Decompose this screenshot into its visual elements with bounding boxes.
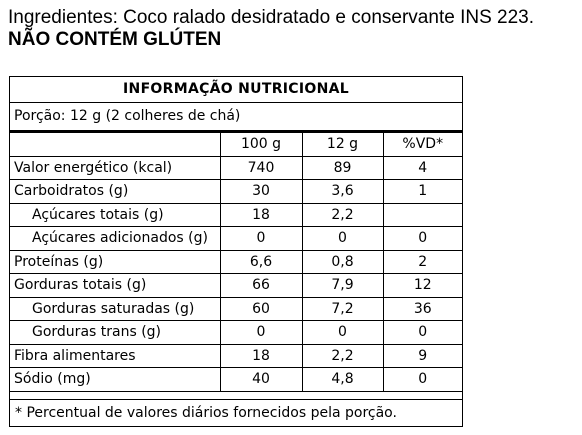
value-100g: 18 bbox=[220, 203, 302, 227]
nutrition-facts-panel bbox=[9, 76, 463, 427]
value-vd: 9 bbox=[383, 344, 462, 368]
nutrient-label: Açúcares totais (g) bbox=[10, 203, 220, 227]
nutrient-label: Gorduras trans (g) bbox=[10, 321, 220, 345]
table-row bbox=[10, 344, 462, 368]
nutrient-label: Gorduras totais (g) bbox=[10, 274, 220, 298]
table-row bbox=[10, 180, 462, 204]
table-row bbox=[10, 297, 462, 321]
header-blank bbox=[10, 133, 220, 156]
value-12g: 2,2 bbox=[302, 203, 383, 227]
value-100g: 40 bbox=[220, 368, 302, 392]
value-vd: 0 bbox=[383, 227, 462, 251]
nutrition-table bbox=[10, 133, 462, 392]
value-12g: 7,2 bbox=[302, 297, 383, 321]
nutrient-label: Proteínas (g) bbox=[10, 250, 220, 274]
table-row bbox=[10, 227, 462, 251]
value-100g: 30 bbox=[220, 180, 302, 204]
nutrient-label: Gorduras saturadas (g) bbox=[10, 297, 220, 321]
value-vd: 2 bbox=[383, 250, 462, 274]
value-vd: 4 bbox=[383, 156, 462, 180]
nutrient-label: Valor energético (kcal) bbox=[10, 156, 220, 180]
value-100g: 18 bbox=[220, 344, 302, 368]
value-100g: 66 bbox=[220, 274, 302, 298]
value-100g: 0 bbox=[220, 321, 302, 345]
value-100g: 0 bbox=[220, 227, 302, 251]
nutrient-label: Carboidratos (g) bbox=[10, 180, 220, 204]
value-vd bbox=[383, 203, 462, 227]
value-100g: 740 bbox=[220, 156, 302, 180]
value-12g: 0 bbox=[302, 227, 383, 251]
value-12g: 3,6 bbox=[302, 180, 383, 204]
value-vd: 1 bbox=[383, 180, 462, 204]
portion-size: Porção: 12 g (2 colheres de chá) bbox=[14, 108, 241, 124]
footnote-divider bbox=[10, 399, 462, 400]
value-vd: 0 bbox=[383, 368, 462, 392]
table-row bbox=[10, 156, 462, 180]
value-100g: 60 bbox=[220, 297, 302, 321]
nutrient-label: Fibra alimentares bbox=[10, 344, 220, 368]
value-100g: 6,6 bbox=[220, 250, 302, 274]
table-row bbox=[10, 368, 462, 392]
table-header-row bbox=[10, 133, 462, 156]
table-row bbox=[10, 321, 462, 345]
value-12g: 7,9 bbox=[302, 274, 383, 298]
footnote: * Percentual de valores diários fornecidos pela porção. bbox=[15, 405, 397, 421]
nutrient-label: Açúcares adicionados (g) bbox=[10, 227, 220, 251]
table-row bbox=[10, 203, 462, 227]
value-12g: 4,8 bbox=[302, 368, 383, 392]
nutrient-label: Sódio (mg) bbox=[10, 368, 220, 392]
header-100g: 100 g bbox=[220, 133, 302, 156]
nutrition-title: INFORMAÇÃO NUTRICIONAL bbox=[10, 77, 462, 103]
value-12g: 0 bbox=[302, 321, 383, 345]
value-12g: 2,2 bbox=[302, 344, 383, 368]
table-row bbox=[10, 250, 462, 274]
table-row bbox=[10, 274, 462, 298]
value-12g: 0,8 bbox=[302, 250, 383, 274]
value-12g: 89 bbox=[302, 156, 383, 180]
gluten-warning: NÃO CONTÉM GLÚTEN bbox=[8, 29, 222, 50]
value-vd: 0 bbox=[383, 321, 462, 345]
value-vd: 12 bbox=[383, 274, 462, 298]
ingredients-text: Ingredientes: Coco ralado desidratado e conservante INS 223. bbox=[8, 7, 534, 28]
header-vd: %VD* bbox=[383, 133, 462, 156]
value-vd: 36 bbox=[383, 297, 462, 321]
header-12g: 12 g bbox=[302, 133, 383, 156]
